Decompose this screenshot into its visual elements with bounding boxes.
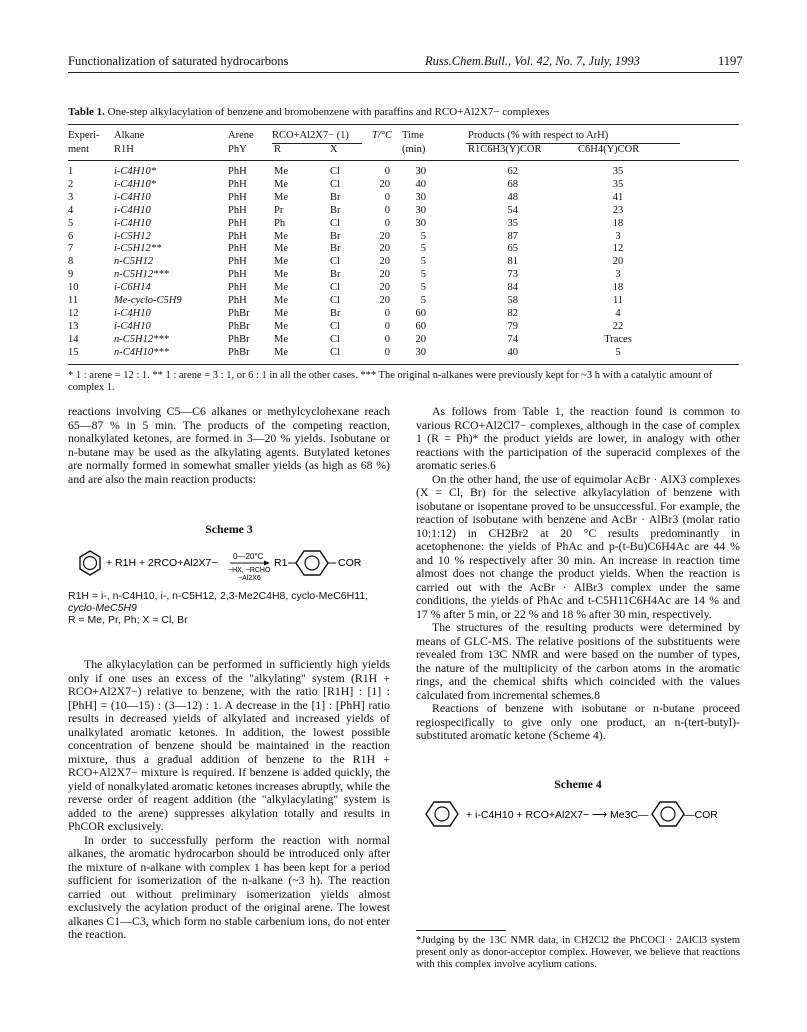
cell-arene: PhH xyxy=(228,204,247,216)
cell-alkane: n-C5H12 xyxy=(114,256,154,268)
cell-temperature: 20 xyxy=(379,243,390,255)
right-paragraph-1: As follows from Table 1, the reaction found is common to various RCO+Al2Cl7− complexes, although in the case of complex 1 (R = Ph)* the product yields are lower, in analogy with other reactions with the participation of the superacid complexes of the aromatic series.6 xyxy=(416,404,740,472)
cell-product-1: 74 xyxy=(507,333,518,345)
cell-time: 5 xyxy=(420,295,426,306)
cell-x: Br xyxy=(330,243,341,255)
scheme3-equation xyxy=(68,537,390,587)
table-row xyxy=(68,347,739,359)
right-paragraph-3: The structures of the resulting products were determined by means of GLC-MS. The relative positions of the substituents were revealed from 13C NMR and were based on the number of types, the nature of the multiplicity of the carbon atoms in the aromatic rings, and the chemical shifts which coincided with the values calculated from incremental schemes.8 xyxy=(416,620,740,702)
scheme4-reagents: + i-C4H10 + RCO+Al2X7− ⟶ Me3C— xyxy=(466,809,649,821)
left-column-top xyxy=(68,405,390,486)
cell-product-1: 58 xyxy=(507,295,518,306)
cell-x: Cl xyxy=(330,166,340,177)
cell-experiment: 13 xyxy=(68,320,79,332)
scheme3-cond-bottom-1: −HX, −RCHO xyxy=(228,567,271,574)
cell-time: 30 xyxy=(415,217,426,229)
footnote-rule xyxy=(416,930,506,931)
table-row xyxy=(68,256,739,268)
cell-product-2: 18 xyxy=(612,282,624,294)
table-row xyxy=(68,308,739,320)
cell-r: Ph xyxy=(274,217,286,229)
cell-product-2: 11 xyxy=(612,295,624,306)
table-header-rule xyxy=(68,160,739,161)
cell-x: Br xyxy=(330,269,341,281)
scheme3-title: Scheme 3 xyxy=(205,522,253,536)
cell-r: Me xyxy=(274,256,288,268)
cell-r: Me xyxy=(274,243,288,255)
table-caption-text: One-step alkylacylation of benzene and bromobenzene with paraffins and RCO+Al2X7− complexes xyxy=(107,106,550,118)
cell-product-1: 79 xyxy=(507,320,518,332)
cell-alkane: n-C5H12*** xyxy=(114,333,169,345)
cell-x: Br xyxy=(330,204,341,216)
cell-arene: PhBr xyxy=(228,346,250,358)
benzene-ring-icon xyxy=(80,551,100,575)
cell-r: Me xyxy=(274,178,288,190)
table-row xyxy=(68,334,739,346)
table-footnote: * 1 : arene = 12 : 1. ** 1 : arene = 3 : 1, or 6 : 1 in all the other cases. *** The original n-alkanes were previously kept for ~3 h with a catalytic amount of complex 1. xyxy=(68,370,713,393)
cell-temperature: 0 xyxy=(384,320,390,332)
cell-experiment: 5 xyxy=(68,217,74,229)
cell-time: 60 xyxy=(415,307,426,319)
cell-product-2: 20 xyxy=(612,256,624,268)
product-benzene-ring-icon xyxy=(296,551,328,575)
cell-product-2: 3 xyxy=(615,269,621,281)
table-caption xyxy=(68,106,549,118)
benzene-ring-icon xyxy=(426,802,458,826)
cell-r: Me xyxy=(274,295,288,306)
cell-experiment: 11 xyxy=(68,295,79,306)
table-row xyxy=(68,282,739,294)
cell-r: Me xyxy=(274,166,288,177)
table-row xyxy=(68,321,739,333)
cell-alkane: n-C5H12*** xyxy=(114,269,169,281)
cell-product-2: 5 xyxy=(615,346,621,358)
cell-temperature: 20 xyxy=(379,256,390,268)
cell-product-1: 84 xyxy=(507,282,518,294)
cell-product-2: 12 xyxy=(612,243,624,255)
cell-x: Br xyxy=(330,230,341,242)
table-row xyxy=(68,166,739,178)
cell-r: Me xyxy=(274,191,288,203)
th-arene-1: Arene xyxy=(228,130,254,141)
cell-time: 60 xyxy=(415,320,426,332)
left-column-bottom xyxy=(68,658,390,942)
cell-product-1: 81 xyxy=(507,256,518,268)
scheme3-product-r1: R1 xyxy=(274,557,288,569)
cell-alkane: i-C4H10* xyxy=(114,166,156,177)
page-footnote: *Judging by the 13C NMR data, in CH2Cl2 the PhCOCl · 2AlCl3 system present only as donor-acceptor complex. However, we believe that reactions with this complex involve acylium cations. xyxy=(416,935,740,970)
cell-arene: PhBr xyxy=(228,320,250,332)
cell-arene: PhH xyxy=(228,217,247,229)
cell-experiment: 14 xyxy=(68,333,79,345)
scheme3-cond-top: 0—20°C xyxy=(233,552,264,561)
cell-alkane: i-C5H12** xyxy=(114,243,162,255)
cell-product-1: 68 xyxy=(507,178,518,190)
cell-product-1: 65 xyxy=(507,243,518,255)
cell-temperature: 0 xyxy=(384,166,390,177)
cell-alkane: i-C4H10 xyxy=(114,307,151,319)
cell-experiment: 15 xyxy=(68,346,79,358)
left-paragraph-2: The alkylacylation can be performed in sufficiently high yields only if one uses an excess of the "alkylating" system (R1H + RCO+Al2X7−) relative to benzene, with the ratio [R1H] : [1] : [PhH] = (10—15) : (3—12) : 1. A decrease in the [1] : [PhH] ratio results in decreased yields of alkylated and increased yields of unalkylated aromatic ketones. In addition, the lowest possible concentration of benzene should be maintained in the reaction mixture, thus a gradual addition of benzene to the R1H + RCO+Al2X7− mixture is required. If benzene is added quickly, the yield of nonalkylated aromatic ketones increases abruptly, while the reverse order of reagent addition (the "alkylacylating" system is added to the arene) suppresses alkylation totally and results in PhCOR exclusively. xyxy=(68,657,390,833)
cell-experiment: 8 xyxy=(68,256,74,268)
cell-alkane: Me-cyclo-C5H9 xyxy=(114,295,182,306)
cell-x: Cl xyxy=(330,178,340,190)
cell-product-1: 82 xyxy=(507,307,518,319)
cell-product-2: 4 xyxy=(615,307,621,319)
cell-experiment: 6 xyxy=(68,230,74,242)
cell-temperature: 20 xyxy=(379,178,390,190)
product-benzene-ring-icon xyxy=(652,802,684,826)
cell-x: Cl xyxy=(330,320,340,332)
cell-product-1: 35 xyxy=(507,217,518,229)
th-complex: RCO+Al2X7− (1) xyxy=(272,130,349,141)
th-products: Products (% with respect to ArH) xyxy=(468,130,609,141)
cell-experiment: 2 xyxy=(68,178,74,190)
cell-temperature: 20 xyxy=(379,269,390,281)
scheme4-equation xyxy=(416,792,740,838)
scheme3-product-cor: COR xyxy=(338,557,362,569)
cell-alkane: i-C4H10* xyxy=(114,178,156,190)
cell-r: Me xyxy=(274,333,288,345)
cell-product-2: Traces xyxy=(604,333,632,345)
th-alkane-1: Alkane xyxy=(114,130,145,141)
cell-product-1: 87 xyxy=(507,230,518,242)
cell-x: Cl xyxy=(330,333,340,345)
scheme3-arrowhead xyxy=(264,561,270,566)
cell-x: Cl xyxy=(330,217,340,229)
cell-arene: PhH xyxy=(228,295,247,306)
header-rule xyxy=(68,72,739,73)
cell-x: Cl xyxy=(330,282,340,294)
cell-temperature: 0 xyxy=(384,204,390,216)
scheme4-title: Scheme 4 xyxy=(554,777,602,791)
cell-time: 5 xyxy=(420,230,426,242)
running-header-title: Functionalization of saturated hydrocarbons xyxy=(68,54,289,68)
cell-time: 20 xyxy=(415,333,426,345)
cell-alkane: i-C4H10 xyxy=(114,191,151,203)
cell-temperature: 20 xyxy=(379,230,390,242)
cell-product-2: 3 xyxy=(615,230,621,242)
th-alkane-2: R1H xyxy=(114,144,134,155)
cell-experiment: 3 xyxy=(68,191,74,203)
cell-x: Cl xyxy=(330,295,340,306)
data-table xyxy=(68,124,739,364)
cell-x: Br xyxy=(330,307,341,319)
right-column xyxy=(416,405,740,743)
cell-product-1: 73 xyxy=(507,269,518,281)
scheme3-legend-line-1: R1H = i-, n-C4H10, i-, n-C5H12, 2,3-Me2C4H8, cyclo-MeC6H11, xyxy=(68,590,369,602)
table-row xyxy=(68,231,739,243)
th-r: R xyxy=(274,144,282,155)
cell-arene: PhH xyxy=(228,178,247,190)
cell-alkane: i-C4H10 xyxy=(114,204,151,216)
table-row xyxy=(68,295,739,307)
cell-temperature: 0 xyxy=(384,307,390,319)
running-header-journal: Russ.Chem.Bull., Vol. 42, No. 7, July, 1993 xyxy=(425,54,640,68)
cell-experiment: 10 xyxy=(68,282,79,294)
cell-time: 5 xyxy=(420,282,426,294)
table-row xyxy=(68,192,739,204)
table-row xyxy=(68,269,739,281)
th-product-1: R1C6H3(Y)COR xyxy=(468,144,542,155)
cell-x: Cl xyxy=(330,346,340,358)
scheme4-product-cor: —COR xyxy=(684,809,718,821)
cell-arene: PhH xyxy=(228,282,247,294)
cell-experiment: 9 xyxy=(68,269,74,281)
cell-product-2: 41 xyxy=(612,191,624,203)
scheme3-legend-line-3: R = Me, Pr, Ph; X = Cl, Br xyxy=(68,614,188,626)
cell-arene: PhH xyxy=(228,191,247,203)
cell-alkane: n-C4H10*** xyxy=(114,346,169,358)
cell-product-1: 48 xyxy=(507,191,518,203)
page-number: 1197 xyxy=(718,54,743,68)
cell-product-2: 35 xyxy=(612,166,624,177)
cell-alkane: i-C4H10 xyxy=(114,217,151,229)
th-temperature: T/°C xyxy=(372,130,392,141)
cell-product-2: 23 xyxy=(612,204,624,216)
cell-time: 30 xyxy=(415,166,426,177)
cell-temperature: 0 xyxy=(384,346,390,358)
cell-experiment: 12 xyxy=(68,307,79,319)
left-paragraph-3: In order to successfully perform the reaction with normal alkanes, the aromatic hydrocarbon should be introduced only after the mixture of n-alkane with complex 1 has been kept for a period sufficient for isomerization of the n-alkane (~3 h). The reaction carried out without preliminary isomerization yields almost exclusively the acylation product of the original arene. The lowest alkanes C1—C3, which form no stable carbenium ions, do not enter the reaction. xyxy=(68,832,390,941)
cell-x: Br xyxy=(330,191,341,203)
cell-r: Me xyxy=(274,320,288,332)
left-paragraph-1: reactions involving C5—C6 alkanes or methylcyclohexane reach 65—87 % in 5 min. The products of the competing reaction, nonalkylated ketones, are formed in 3—20 % yields. Isobutane or n-butane may be used as the alkylating agents. Butylated ketones are normally formed in somewhat smaller yields (as high as 68 %) and are also the main reaction products: xyxy=(68,404,390,486)
cell-experiment: 4 xyxy=(68,204,74,216)
cell-time: 5 xyxy=(420,243,426,255)
cell-experiment: 7 xyxy=(68,243,74,255)
cell-r: Me xyxy=(274,346,288,358)
cell-arene: PhH xyxy=(228,166,247,177)
scheme3-cond-bottom-2: −Al2X6 xyxy=(238,575,261,582)
cell-product-1: 62 xyxy=(507,166,518,177)
cell-alkane: i-C4H10 xyxy=(114,320,151,332)
cell-experiment: 1 xyxy=(68,166,74,177)
cell-time: 5 xyxy=(420,256,426,268)
cell-temperature: 20 xyxy=(379,282,390,294)
cell-time: 30 xyxy=(415,204,426,216)
th-product-2: C6H4(Y)COR xyxy=(578,144,640,155)
cell-time: 30 xyxy=(415,346,426,358)
th-arene-2: PhY xyxy=(228,144,247,155)
right-paragraph-2: On the other hand, the use of equimolar AcBr · AlX3 complexes (X = Cl, Br) for the selective alkylacylation of benzene with isobutane or isopentane proved to be unsuccessful. For example, the reaction of isobutane with benzene and AcBr · AlBr3 (molar ratio 10:1:12) in CH2Br2 at 20 °C results predominantly in acetophenone: the yields of PhAc and p-(t-Bu)C6H4Ac are 44 % and 10 % respectively after 30 min. An increase in reaction time almost does not change the product yields. When the reaction is carried out with the AcBr · AlBr3 complex under the same conditions, the yields of PhAc and t-C5H11C6H4Ac are 14 % and 17 % after 5 min, or 22 % and 18 % after 30 min, respectively. xyxy=(416,471,740,621)
table-caption-label: Table 1. xyxy=(68,106,105,118)
th-x: X xyxy=(330,144,338,155)
cell-r: Me xyxy=(274,269,288,281)
cell-r: Me xyxy=(274,230,288,242)
table-row xyxy=(68,205,739,217)
cell-x: Cl xyxy=(330,256,340,268)
cell-arene: PhBr xyxy=(228,333,250,345)
th-complex-rule xyxy=(272,143,362,144)
th-experiment-1: Experi- xyxy=(68,130,100,141)
cell-product-1: 40 xyxy=(507,346,518,358)
cell-product-2: 22 xyxy=(612,320,624,332)
table-top-rule xyxy=(68,124,739,125)
cell-product-2: 18 xyxy=(612,217,624,229)
cell-arene: PhH xyxy=(228,230,247,242)
right-paragraph-4: Reactions of benzene with isobutane or n-butane proceed regiospecifically to give only one product, an n-(tert-butyl)-substituted aromatic ketone (Scheme 4). xyxy=(416,701,740,742)
cell-temperature: 0 xyxy=(384,217,390,229)
cell-temperature: 0 xyxy=(384,191,390,203)
th-time-1: Time xyxy=(402,130,424,141)
table-row xyxy=(68,243,739,255)
cell-temperature: 20 xyxy=(379,295,390,306)
cell-product-2: 35 xyxy=(612,178,624,190)
cell-alkane: i-C6H14 xyxy=(114,282,151,294)
cell-arene: PhH xyxy=(228,269,247,281)
scheme3-legend-line-2: cyclo-MeC5H9 xyxy=(68,602,137,614)
cell-time: 40 xyxy=(415,178,426,190)
scheme3-legend xyxy=(68,590,390,626)
cell-time: 30 xyxy=(415,191,426,203)
cell-time: 5 xyxy=(420,269,426,281)
th-time-2: (min) xyxy=(402,144,426,155)
cell-temperature: 0 xyxy=(384,333,390,345)
table-bottom-rule xyxy=(68,364,739,365)
cell-alkane: i-C5H12 xyxy=(114,230,151,242)
th-experiment-2: ment xyxy=(68,144,89,155)
cell-arene: PhH xyxy=(228,256,247,268)
cell-arene: PhH xyxy=(228,243,247,255)
table-row xyxy=(68,218,739,230)
table-row xyxy=(68,179,739,191)
cell-r: Pr xyxy=(274,204,284,216)
scheme3-reagents: + R1H + 2RCO+Al2X7− xyxy=(106,557,218,569)
cell-r: Me xyxy=(274,282,288,294)
cell-product-1: 54 xyxy=(507,204,518,216)
cell-r: Me xyxy=(274,307,288,319)
cell-arene: PhBr xyxy=(228,307,250,319)
